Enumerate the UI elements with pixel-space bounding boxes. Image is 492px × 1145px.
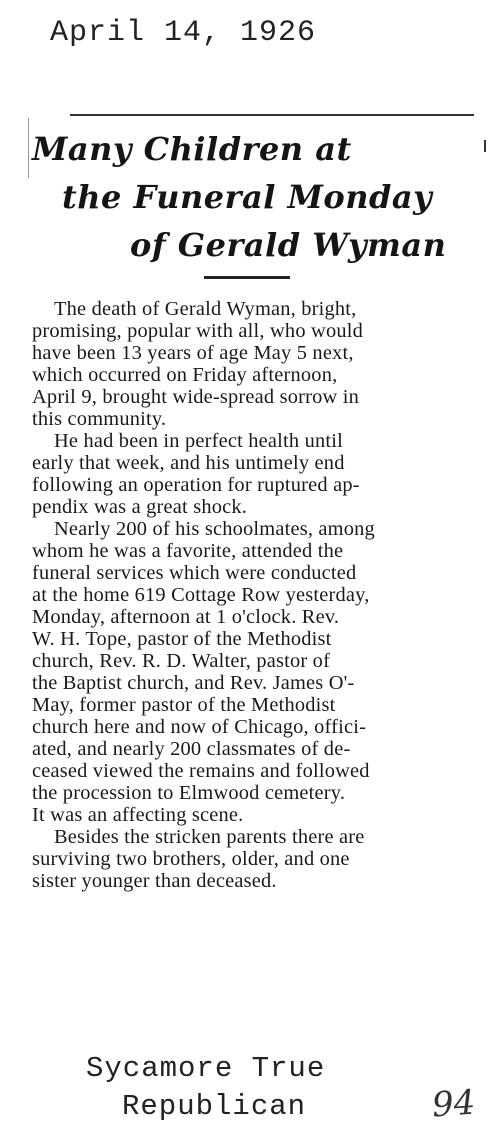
headline-line-3: of Gerald Wyman <box>130 226 447 264</box>
handwritten-page-number: 94 <box>430 1082 477 1126</box>
article-paragraph <box>32 298 472 430</box>
date-stamp: April 14, 1926 <box>50 16 317 50</box>
article-line: whom he was a favorite, attended the <box>32 540 344 562</box>
article-line: at the home 619 Cottage Row yesterday, <box>32 584 370 606</box>
article-line: church here and now of Chicago, offici- <box>32 716 367 738</box>
article-line: this community. <box>32 408 167 430</box>
clipping-right-mark <box>484 140 486 152</box>
headline-line-1: Many Children at <box>32 130 352 168</box>
article-body <box>32 298 472 892</box>
article-line: have been 13 years of age May 5 next, <box>32 342 354 364</box>
article-paragraph <box>32 430 472 518</box>
article-line: Monday, afternoon at 1 o'clock. Rev. <box>32 606 340 628</box>
article-line: It was an affecting scene. <box>32 804 244 826</box>
article-paragraph <box>32 826 472 892</box>
article-line: the Baptist church, and Rev. James O'- <box>32 672 355 694</box>
article-line: Besides the stricken parents there are <box>54 826 365 848</box>
article-line: April 9, brought wide-spread sorrow in <box>32 386 359 408</box>
headline-line-2: the Funeral Monday <box>62 178 433 216</box>
article-line: which occurred on Friday afternoon, <box>32 364 338 386</box>
article-line: ceased viewed the remains and followed <box>32 760 370 782</box>
article-line: ated, and nearly 200 classmates of de- <box>32 738 351 760</box>
article-line: The death of Gerald Wyman, bright, <box>54 298 357 320</box>
article-line: pendix was a great shock. <box>32 496 248 518</box>
article-line: W. H. Tope, pastor of the Methodist <box>32 628 332 650</box>
source-name-line-2: Republican <box>122 1090 307 1123</box>
article-line: church, Rev. R. D. Walter, pastor of <box>32 650 331 672</box>
article-line: following an operation for ruptured ap- <box>32 474 360 496</box>
article-line: funeral services which were conducted <box>32 562 357 584</box>
article-line: surviving two brothers, older, and one <box>32 848 350 870</box>
clipping-top-rule <box>70 114 474 116</box>
clipping-left-edge <box>28 118 29 178</box>
article-line: He had been in perfect health until <box>54 430 343 452</box>
source-name-line-1: Sycamore True <box>86 1052 326 1085</box>
article-line: promising, popular with all, who would <box>32 320 363 342</box>
headline-divider <box>204 276 290 279</box>
article-line: Nearly 200 of his schoolmates, among <box>54 518 375 540</box>
article-line: May, former pastor of the Methodist <box>32 694 336 716</box>
article-line: sister younger than deceased. <box>32 870 277 892</box>
article-line: early that week, and his untimely end <box>32 452 345 474</box>
article-line: the procession to Elmwood cemetery. <box>32 782 346 804</box>
article-paragraph <box>32 518 472 826</box>
